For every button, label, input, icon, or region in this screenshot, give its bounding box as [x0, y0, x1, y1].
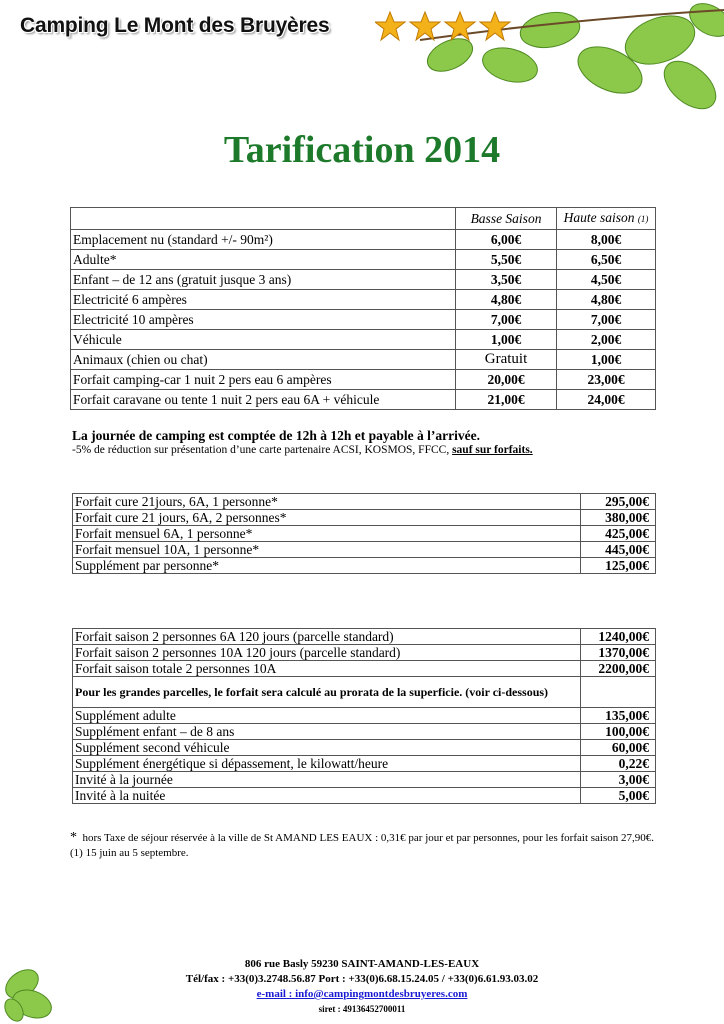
table-row: [73, 708, 656, 724]
page-title: Tarification 2014: [223, 129, 501, 171]
row-label: Forfait saison 2 personnes 10A 120 jours (parcelle standard): [73, 645, 581, 661]
row-label: Supplément énergétique si dépassement, le kilowatt/heure: [73, 756, 581, 772]
price: 2200,00€: [581, 661, 656, 677]
row-label: Electricité 10 ampères: [71, 310, 456, 330]
logo-text: Camping Le Mont des Bruyères: [20, 14, 330, 37]
row-label: Supplément adulte: [73, 708, 581, 724]
table-row: [71, 250, 656, 270]
table-row: [71, 230, 656, 250]
high-season-price: 8,00€: [557, 230, 656, 250]
low-season-price: 1,00€: [456, 330, 557, 350]
row-label: Forfait caravane ou tente 1 nuit 2 pers eau 6A + véhicule: [71, 390, 456, 410]
day-rule-note: La journée de camping est comptée de 12h à 12h et payable à l’arrivée.: [72, 428, 480, 443]
price: 380,00€: [581, 510, 656, 526]
footer-email-link[interactable]: e-mail : info@campingmontdesbruyeres.com: [256, 988, 468, 1000]
table-row: [71, 310, 656, 330]
row-label: Supplément par personne*: [73, 558, 581, 574]
price: 125,00€: [581, 558, 656, 574]
high-season-price: 7,00€: [557, 310, 656, 330]
footnotes: [70, 830, 660, 861]
price: 1240,00€: [581, 629, 656, 645]
row-label: Animaux (chien ou chat): [71, 350, 456, 370]
rates-header-label: [71, 208, 456, 230]
high-season-price: 6,50€: [557, 250, 656, 270]
table-row: [73, 510, 656, 526]
high-season-price: 2,00€: [557, 330, 656, 350]
price: 5,00€: [581, 788, 656, 804]
row-label: Forfait saison 2 personnes 6A 120 jours (parcelle standard): [73, 629, 581, 645]
table-row: [73, 558, 656, 574]
table-row: [73, 645, 656, 661]
row-label: Forfait camping-car 1 nuit 2 pers eau 6 ampères: [71, 370, 456, 390]
table-row: [71, 350, 656, 370]
large-plot-empty: [581, 677, 656, 708]
row-label: Forfait cure 21 jours, 6A, 2 personnes*: [73, 510, 581, 526]
table-row: [71, 330, 656, 350]
row-label: Emplacement nu (standard +/- 90m²): [71, 230, 456, 250]
high-season-price: 4,50€: [557, 270, 656, 290]
rates-header-high: Haute saison (1): [557, 208, 656, 230]
page-footer: [0, 957, 724, 1017]
table-row: [73, 526, 656, 542]
discount-note: -5% de réduction sur présentation d’une carte partenaire ACSI, KOSMOS, FFCC, sauf sur forfaits.: [72, 444, 533, 456]
row-label: Enfant – de 12 ans (gratuit jusque 3 ans): [71, 270, 456, 290]
table-row: [73, 772, 656, 788]
row-label: Invité à la journée: [73, 772, 581, 788]
table-row: [73, 661, 656, 677]
table-row: [71, 370, 656, 390]
high-season-note: (1) 15 juin au 5 septembre.: [70, 847, 189, 859]
table-row: [73, 724, 656, 740]
footnote-star: *: [70, 830, 77, 845]
price: 135,00€: [581, 708, 656, 724]
footer-phones: Tél/fax : +33(0)3.2748.56.87 Port : +33(0)6.68.15.24.05 / +33(0)6.61.93.03.02: [185, 973, 539, 985]
table-row: [71, 290, 656, 310]
table-row: [73, 788, 656, 804]
row-label: Supplément enfant – de 8 ans: [73, 724, 581, 740]
row-label: Supplément second véhicule: [73, 740, 581, 756]
footer-address: 806 rue Basly 59230 SAINT-AMAND-LES-EAUX: [244, 958, 480, 970]
table-row: [71, 270, 656, 290]
large-plot-note: Pour les grandes parcelles, le forfait sera calculé au prorata de la superficie. (voir ci-dessous): [73, 677, 581, 708]
low-season-price: 6,00€: [456, 230, 557, 250]
row-label: Forfait mensuel 10A, 1 personne*: [73, 542, 581, 558]
footer-siret: siret : 49136452700011: [318, 1004, 406, 1014]
rates-header-row: [71, 208, 656, 230]
leaf-corner-icon: [0, 962, 60, 1024]
price: 295,00€: [581, 494, 656, 510]
table-row: [73, 740, 656, 756]
cure-table: [72, 493, 656, 574]
price: 1370,00€: [581, 645, 656, 661]
rating-stars-icon: [375, 10, 515, 44]
row-label: Adulte*: [71, 250, 456, 270]
high-season-price: 23,00€: [557, 370, 656, 390]
low-season-price: 20,00€: [456, 370, 557, 390]
high-season-price: 24,00€: [557, 390, 656, 410]
low-season-price: 7,00€: [456, 310, 557, 330]
low-season-price: 21,00€: [456, 390, 557, 410]
row-label: Forfait cure 21jours, 6A, 1 personne*: [73, 494, 581, 510]
tax-note: hors Taxe de séjour réservée à la ville de St AMAND LES EAUX : 0,31€ par jour et par personnes, pour les forfait saison 27,90€.: [82, 832, 655, 844]
table-row: [73, 542, 656, 558]
price: 60,00€: [581, 740, 656, 756]
row-label: Forfait mensuel 6A, 1 personne*: [73, 526, 581, 542]
page-header: [0, 0, 724, 110]
season-table: [72, 628, 656, 804]
high-season-price: 1,00€: [557, 350, 656, 370]
row-label: Véhicule: [71, 330, 456, 350]
price: 3,00€: [581, 772, 656, 788]
high-season-price: 4,80€: [557, 290, 656, 310]
price: 425,00€: [581, 526, 656, 542]
price: 100,00€: [581, 724, 656, 740]
low-season-price: 5,50€: [456, 250, 557, 270]
table-row: [73, 756, 656, 772]
low-season-price: 3,50€: [456, 270, 557, 290]
table-row: [71, 390, 656, 410]
price: 0,22€: [581, 756, 656, 772]
row-label: Electricité 6 ampères: [71, 290, 456, 310]
low-season-price: Gratuit: [456, 350, 557, 370]
table-row: [73, 494, 656, 510]
rates-header-low: Basse Saison: [456, 208, 557, 230]
large-plot-row: [73, 677, 656, 708]
low-season-price: 4,80€: [456, 290, 557, 310]
price: 445,00€: [581, 542, 656, 558]
table-row: [73, 629, 656, 645]
rates-table: [70, 207, 656, 410]
row-label: Forfait saison totale 2 personnes 10A: [73, 661, 581, 677]
row-label: Invité à la nuitée: [73, 788, 581, 804]
